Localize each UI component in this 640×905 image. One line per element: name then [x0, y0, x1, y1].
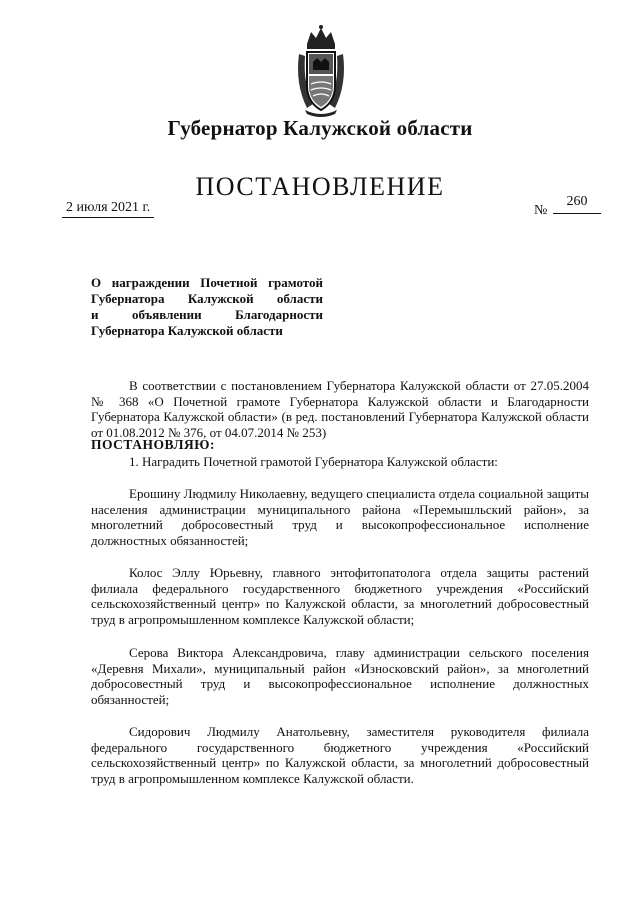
item-1: 1. Наградить Почетной грамотой Губернатора Калужской области: [129, 454, 498, 469]
document-number: 260 [553, 194, 601, 214]
awardee-paragraph: Серова Виктора Александровича, главу администрации сельского поселения «Деревня Михали», муниципальный район «Износковский район», за многолетний добросовестный труд и высокопрофессиональное исполнение должностных обязанностей; [91, 645, 589, 707]
subject-line: О награждении Почетной грамотой [91, 275, 323, 290]
document-subject [91, 275, 323, 339]
subject-line: и объявлении Благодарности [91, 307, 323, 322]
resolve-heading: ПОСТАНОВЛЯЮ: [91, 437, 215, 452]
document-type: ПОСТАНОВЛЕНИЕ [195, 172, 445, 201]
governor-title: Губернатор Калужской области [167, 116, 473, 140]
awardee-paragraph: Ерошину Людмилу Николаевну, ведущего специалиста отдела социальной защиты населения администрации муниципального района «Перемышльский район», за многолетний добросовестный труд и высокопрофессиональное исполнение должностных обязанностей; [91, 486, 589, 548]
preamble-paragraph: В соответствии с постановлением Губернатора Калужской области от 27.05.2004 № 368 «О Почетной грамоте Губернатора Калужской области и Благодарности Губернатора Калужской области» (в ред. постановлений Губернатора Калужской области от 01.08.2012 № 376, от 04.07.2014 № 253) [91, 378, 589, 440]
subject-line: Губернатора Калужской области [91, 291, 323, 306]
awardee-paragraph: Колос Эллу Юрьевну, главного энтофитопатолога отдела защиты растений филиала федерального государственного бюджетного учреждения «Российский сельскохозяйственный центр» по Калужской области, за многолетний добросовестный труд в агропромышленном комплексе Калужской области; [91, 565, 589, 627]
number-label: № [534, 203, 548, 218]
document-date: 2 июля 2021 г. [62, 200, 154, 218]
awardee-paragraph: Сидорович Людмилу Анатольевну, заместителя руководителя филиала федерального государственного бюджетного учреждения «Российский сельскохозяйственный центр» по Калужской области, за многолетний добросовестный труд в агропромышленном комплексе Калужской области. [91, 724, 589, 786]
kaluga-coat-of-arms-icon [293, 24, 349, 118]
subject-line: Губернатора Калужской области [91, 323, 283, 338]
